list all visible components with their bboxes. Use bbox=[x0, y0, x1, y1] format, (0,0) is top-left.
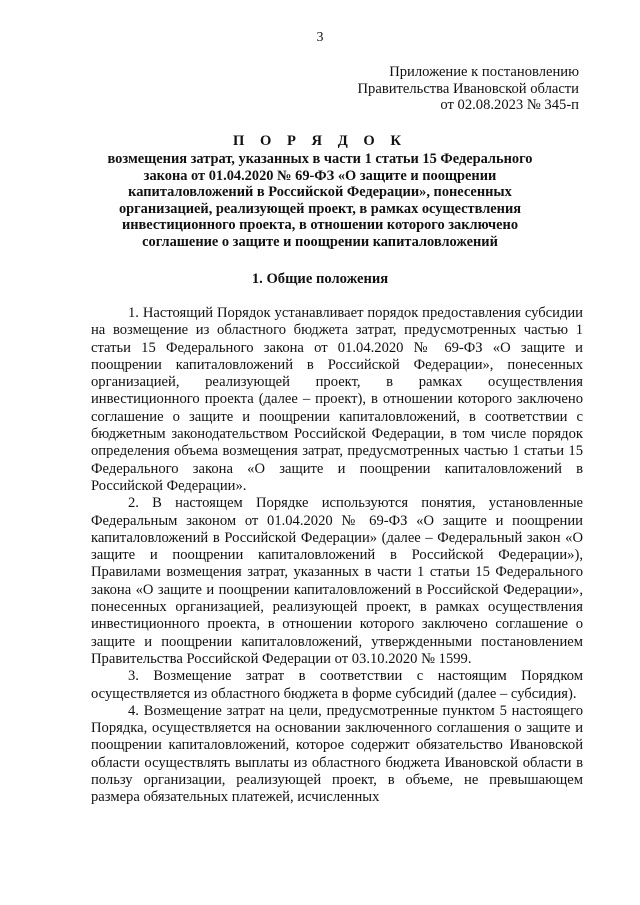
paragraph-3: 3. Возмещение затрат в соответствии с настоящим Порядком осуществляется из областного бюджета в форме субсидий (далее – субсидия). bbox=[91, 668, 583, 702]
paragraph-4: 4. Возмещение затрат на цели, предусмотренные пунктом 5 настоящего Порядка, осуществляется на основании заключенного соглашения о защите и поощрении капиталовложений, которое содержит обязательство Ивановской области осуществлять выплаты из областного бюджета Ивановской области в пользу организации, реализующей проект, в объеме, не превышающем размера обязательных платежей, исчисленных bbox=[91, 702, 583, 806]
paragraph-1: 1. Настоящий Порядок устанавливает порядок предоставления субсидии на возмещение из областного бюджета затрат, предусмотренных частью 1 статьи 15 Федерального закона от 01.04.2020 № 69-ФЗ «О защите и поощрении капиталовложений в Российской Федерации», понесенных организацией, реализующей проект, в рамках осуществления инвестиционного проекта (далее – проект), в отношении которого заключено соглашение о защите и поощрении капиталовложений, в соответствии с бюджетным законодательством Российской Федерации, в том числе порядок определения объема возмещения затрат, предусмотренных частью 1 статьи 15 Федерального закона «О защите и поощрении капиталовложений в Российской Федерации». bbox=[91, 305, 583, 494]
document-title: П О Р Я Д О К bbox=[232, 133, 408, 149]
appendix-line: Правительства Ивановской области bbox=[357, 80, 579, 97]
subtitle-line: закона от 01.04.2020 № 69-ФЗ «О защите и поощрении bbox=[143, 167, 497, 184]
appendix-note bbox=[358, 64, 579, 114]
body-text bbox=[91, 305, 583, 807]
document-subtitle bbox=[0, 151, 640, 251]
page-number: 3 bbox=[316, 30, 324, 45]
appendix-line: от 02.08.2023 № 345-п bbox=[440, 97, 579, 114]
appendix-line: Приложение к постановлению bbox=[389, 64, 579, 80]
paragraph-2: 2. В настоящем Порядке используются понятия, установленные Федеральным законом от 01.04.2020 № 69-ФЗ «О защите и поощрении капиталовложений в Российской Федерации» (далее – Федеральный закон «О защите и поощрении капиталовложений в Российской Федерации»), Правилами возмещения затрат, указанных в части 1 статьи 15 Федерального закона «О защите и поощрении капиталовложений в Российской Федерации», понесенных организацией, реализующей проект, в рамках осуществления инвестиционного проекта, в отношении которого заключено соглашение о защите и поощрении капиталовложений, утвержденными постановлением Правительства Российской Федерации от 03.10.2020 № 1599. bbox=[91, 495, 583, 667]
subtitle-line: организацией, реализующей проект, в рамках осуществления bbox=[118, 200, 522, 217]
section-heading: 1. Общие положения bbox=[251, 271, 389, 287]
subtitle-line: капиталовложений в Российской Федерации», понесенных bbox=[128, 184, 512, 201]
subtitle-line: соглашение о защите и поощрении капиталовложений bbox=[142, 233, 498, 250]
subtitle-line: возмещения затрат, указанных в части 1 статьи 15 Федерального bbox=[107, 151, 533, 167]
subtitle-line: инвестиционного проекта, в отношении которого заключено bbox=[121, 217, 519, 234]
